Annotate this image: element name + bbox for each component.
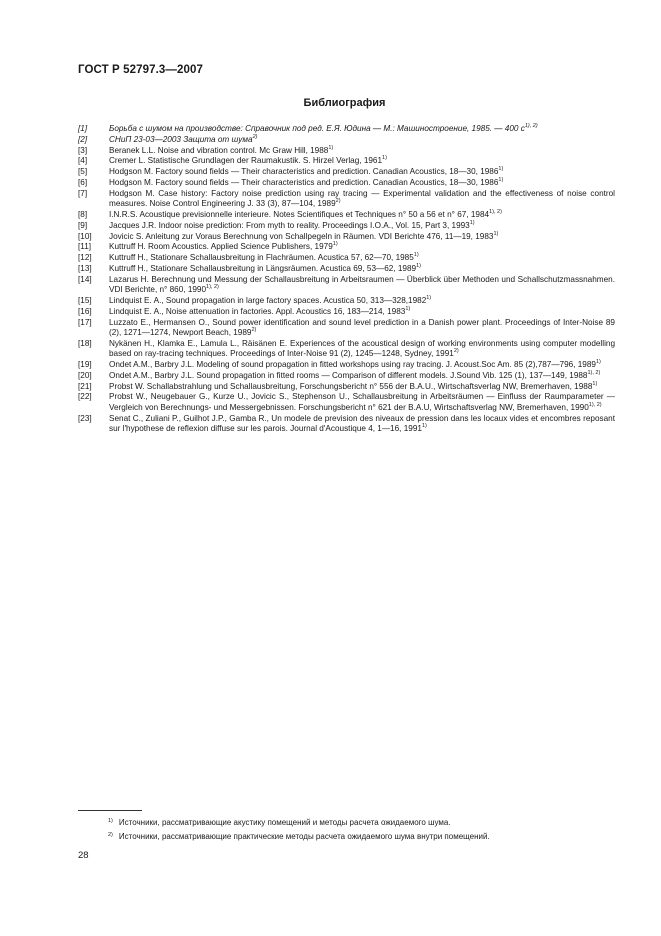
- footnote: [108, 815, 628, 829]
- footnote-marker: 1): [416, 262, 421, 269]
- footnote: [108, 829, 628, 843]
- entry-number: [21]: [78, 381, 92, 391]
- entry-number: [19]: [78, 359, 92, 369]
- entry-text: [109, 382, 615, 392]
- entry-reference: Jacques J.R. Indoor noise prediction: From myth to reality. Proceedings I.O.A., Vol. 15, Part 3, 1993: [109, 220, 470, 230]
- entry-text: [109, 307, 615, 317]
- bibliography-entry: [78, 414, 615, 435]
- entry-reference: Ondet A.M., Barbry J.L. Modeling of sound propagation in fitted workshops using ray tracing. J. Acoust.Soc Am. 85 (2),787—796, 1989: [109, 359, 596, 369]
- bibliography-entry: [78, 242, 615, 252]
- entry-reference: Hodgson M. Factory sound fields — Their characteristics and prediction. Canadian Acoustics, 18—30, 1986: [109, 167, 499, 177]
- entry-number: [3]: [78, 145, 88, 155]
- entry-number: [15]: [78, 295, 92, 305]
- bibliography-entry: [78, 210, 615, 220]
- entry-number: [17]: [78, 317, 92, 327]
- bibliography-entry: [78, 135, 615, 145]
- entry-number: [8]: [78, 209, 88, 219]
- entry-number: [13]: [78, 263, 92, 273]
- entry-number: [14]: [78, 274, 92, 284]
- entry-number: [6]: [78, 177, 88, 187]
- entry-text: [109, 360, 615, 370]
- footnote-marker: 1): [382, 155, 387, 162]
- entry-reference: Senat C., Zuliani P., Guilhot J.P., Gamba R., Un modele de prevision des niveaux de pression dans les locaux vides et encombres reposant sur l'hypothese de reflexion diffuse sur les parois. Journal d'Acoustique 4, 1—16, 1991: [109, 413, 615, 433]
- entry-reference: Cremer L. Statistische Grundlagen der Raumakustik. S. Hirzel Verlag, 1961: [109, 156, 383, 166]
- footnote-mark: 1): [108, 818, 113, 824]
- footnote-marker: 1), 2): [524, 123, 538, 129]
- entry-text: [109, 189, 615, 210]
- entry-text: [109, 275, 615, 296]
- footnote-marker: 1): [426, 294, 432, 301]
- footnote-marker: 1), 2): [206, 284, 219, 291]
- entry-number: [1]: [78, 124, 88, 133]
- footnote-marker: 1), 2): [587, 369, 601, 376]
- footnote-marker: 1): [421, 422, 427, 429]
- page-number: 28: [78, 850, 89, 861]
- footnote-divider: [78, 810, 142, 811]
- footnote-marker: 1): [328, 144, 334, 151]
- entry-number: [16]: [78, 306, 92, 316]
- entry-reference: Lazarus H. Berechnung und Messung der Schallausbreitung in Arbeitsraumen — Überblick über Methoden und Schallschutzmassnahmen. VDI Berichte, n° 860, 1990: [109, 274, 615, 295]
- entry-reference: Kuttruff H., Stationare Schallausbreitung in Längsräumen. Acustica 69, 53—62, 1989: [109, 263, 417, 273]
- entry-reference: Nykänen H., Klamka E., Lamula L., Räisänen E. Experiences of the acoustical design of working environments using computer modelling based on ray-tracing techniques. Proceedings of Inter-Noise 91 (2), 1245—1248, Sydney, 1991: [109, 338, 615, 359]
- footnote-marker: 1): [413, 252, 419, 259]
- bibliography-entry: [78, 253, 615, 263]
- entry-text: [109, 221, 615, 231]
- bibliography-entry: [78, 146, 615, 156]
- entry-reference: Ondet A.M., Barbry J.L. Sound propagation in fitted rooms — Comparison of different models. J.Sound Vib. 125 (1), 137—149, 1988: [109, 370, 588, 380]
- entry-text: [109, 156, 615, 166]
- entry-reference: I.N.R.S. Acoustique previsionnelle interieure. Notes Scientifiques et Techniques n° 50 a 56 et n° 67, 1984: [109, 209, 490, 219]
- entry-text: [109, 339, 615, 360]
- bibliography-title: Библиография: [303, 97, 386, 109]
- entry-reference: СНиП 23-03—2003 Защита от шума: [109, 134, 253, 144]
- footnote-marker: 1): [498, 176, 504, 183]
- footnote-marker: 1): [405, 305, 411, 312]
- entry-text: [109, 135, 615, 145]
- entry-number: [12]: [78, 253, 92, 263]
- entry-reference: Beranek L.L. Noise and vibration control. Mc Graw Hill, 1988: [109, 145, 329, 155]
- footnote-marker: 2): [453, 348, 459, 355]
- bibliography-entry: [78, 382, 615, 392]
- bibliography-entry: [78, 178, 615, 188]
- entry-number: [11]: [78, 242, 92, 252]
- entry-reference: Lindquist E. A., Noise attenuation in factories. Appl. Acoustics 16, 183—214, 1983: [109, 306, 406, 316]
- entry-reference: Kuttruff H. Room Acoustics. Applied Science Publishers, 1979: [109, 242, 333, 252]
- bibliography-entry: [78, 318, 615, 339]
- bibliography-entry: [78, 124, 615, 134]
- entry-text: [109, 264, 615, 274]
- footnote-marker: 1): [592, 380, 598, 387]
- entry-reference: Probst W. Schallabstrahlung und Schallausbreitung, Forschungsbericht n° 556 der B.A.U., Wirtschaftsverlag NW, Bremerhaven, 1988: [109, 381, 593, 391]
- bibliography-entry: [78, 232, 615, 242]
- bibliography-entry: [78, 221, 615, 231]
- entry-number: [5]: [78, 167, 88, 177]
- entry-number: [22]: [78, 392, 92, 402]
- bibliography-entry: [78, 275, 615, 296]
- entry-reference: Lindquist E. A., Sound propagation in large factory spaces. Acustica 50, 313—328,1982: [109, 295, 427, 305]
- entry-text: [109, 124, 615, 134]
- entry-text: [109, 178, 615, 188]
- entry-text: [109, 318, 615, 339]
- entry-number: [2]: [78, 134, 88, 144]
- footnote-marker: 2): [252, 133, 258, 140]
- entry-number: [7]: [78, 188, 88, 198]
- entry-reference: Jovicic S. Anleitung zur Voraus Berechnung von Schallpegeln in Räumen. VDI Berichte 476, 11—19, 1983: [109, 231, 494, 241]
- bibliography-entry: [78, 264, 615, 274]
- entry-text: [109, 167, 615, 177]
- footnote-marker: 1), 2): [588, 401, 602, 408]
- footnote-marker: 1): [493, 230, 499, 237]
- footnote-marker: 2): [251, 326, 257, 333]
- entry-reference: Luzzato E., Hermansen O., Sound power identification and sound level prediction in a Danish power plant. Proceedings of Inter-Noise 89 (2), 1271—1274, Newport Beach, 1989: [109, 317, 615, 337]
- footnote-marker: 1): [469, 219, 475, 226]
- entry-number: [9]: [78, 220, 88, 230]
- footnotes: [108, 815, 628, 843]
- footnote-marker: 1): [595, 358, 601, 365]
- entry-text: [109, 253, 615, 263]
- entry-text: [109, 371, 615, 381]
- bibliography-entry: [78, 339, 615, 360]
- entry-text: [109, 242, 615, 252]
- bibliography-entry: [78, 392, 615, 413]
- entry-text: [109, 146, 615, 156]
- bibliography-entry: [78, 189, 615, 210]
- footnote-text: Источники, рассматривающие практические методы расчета ожидаемого шума внутри помещений.: [118, 832, 490, 841]
- entry-number: [20]: [78, 370, 92, 380]
- entry-text: [109, 392, 615, 413]
- document-code: ГОСТ Р 52797.3—2007: [78, 64, 203, 76]
- entry-text: [109, 232, 615, 242]
- entry-number: [10]: [78, 231, 92, 241]
- entry-reference: Kuttruff H., Stationare Schallausbreitung in Flachräumen. Acustica 57, 62—70, 1985: [109, 253, 414, 263]
- entry-text: [109, 296, 615, 306]
- footnote-text: Источники, рассматривающие акустику помещений и методы расчета ожидаемого шума.: [118, 818, 451, 827]
- entry-reference: Probst W., Neugebauer G., Kurze U., Jovicic S., Stephenson U., Schallausbreitung in Arbeitsräumen — Einfluss der Raumparameter — Vergleich von Berechnungs- und Messergebnissen. Forschungsbericht n° 621 der B.A.U, Wirtschaftsverlag NW, Bremerhaven, 1990: [109, 392, 615, 412]
- entry-number: [18]: [78, 338, 92, 348]
- footnote-marker: 1), 2): [489, 208, 502, 215]
- footnote-marker: 1): [332, 241, 338, 248]
- bibliography-entry: [78, 360, 615, 370]
- bibliography-entry: [78, 307, 615, 317]
- bibliography-entry: [78, 296, 615, 306]
- footnote-marker: 1): [498, 166, 504, 173]
- entry-reference: Hodgson M. Factory sound fields — Their characteristics and prediction. Canadian Acoustics, 18—30, 1986: [109, 177, 499, 187]
- footnote-marker: 2): [335, 198, 341, 205]
- entry-reference: Борьба с шумом на производстве: Справочник под ред. Е.Я. Юдина — М.: Машиностроение, 1985. — 400 с: [109, 124, 525, 133]
- footnote-mark: 2): [108, 832, 113, 838]
- entry-number: [4]: [78, 156, 88, 166]
- entry-number: [23]: [78, 413, 92, 423]
- entry-text: [109, 210, 615, 220]
- bibliography-entry: [78, 167, 615, 177]
- entry-text: [109, 414, 615, 435]
- bibliography-entry: [78, 371, 615, 381]
- bibliography-list: [78, 124, 615, 435]
- bibliography-entry: [78, 156, 615, 166]
- entry-reference: Hodgson M. Case history: Factory noise prediction using ray tracing — Experimental validation and the effectiveness of noise control measures. Noise Control Engineering J. 33 (3), 87—104, 1989: [109, 188, 615, 209]
